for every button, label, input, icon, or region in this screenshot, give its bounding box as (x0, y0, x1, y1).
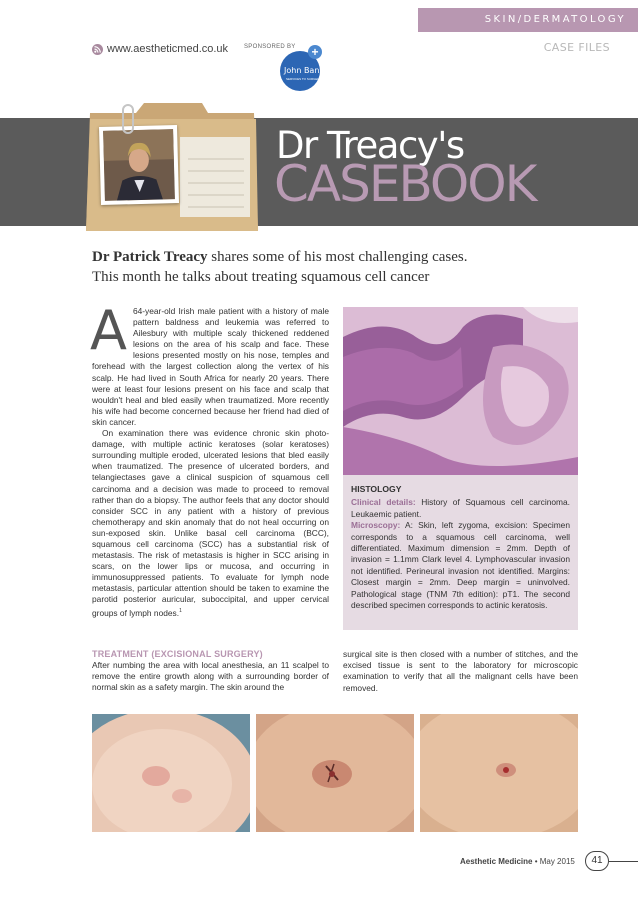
microscopy-label: Microscopy: (351, 520, 401, 531)
treatment-heading: TREATMENT (EXCISIONAL SURGERY) (92, 649, 263, 659)
section-tag: SKIN/DERMATOLOGY (484, 14, 626, 25)
paragraph-1: 64-year-old Irish male patient with a history of male pattern baldness and leukemia was referred to Ailesbury with multiple scaly thickened reddened lesions on the area of his scalp and face. These lesions presented mostly on his nose, temples and forehead with the largest collection along the vertex of his scalp. He had lived in South Africa for nearly 20 years. There were at least four lesions present on his face and scalp that wouldn't heal and bled easily when traumatized. More recently his wife had become concerned because her friend had died of skin cancer. (92, 306, 329, 427)
website-row (92, 42, 228, 56)
sponsored-label: SPONSORED BY (244, 44, 296, 50)
histology-clinical (351, 497, 570, 520)
clinical-photo-2 (256, 714, 414, 832)
microscopy-text: A: Skin, left zygoma, excision: Specimen corresponds to a squamous cell carcinoma, well differentiated. Maximum dimension = 2mm. Depth of invasion = 1.1mm Clark level 4. Lymphovascular invasion not identified. Perineural invasion not identified. Margins: Closest margin = 2mm. Deep margin = uninvolved. Pathological stage (TNM 7th edition): pT1. The second described specimen corresponds to actinic keratosis. (351, 520, 570, 611)
section-tag-bar (418, 8, 638, 32)
sponsor-tagline: SERVICES TO SURGERY (286, 77, 322, 81)
histology-heading: HISTOLOGY (351, 484, 402, 494)
title-line2: CASEBOOK (274, 155, 536, 213)
magazine-name: Aesthetic Medicine (460, 857, 533, 866)
footer-credit (460, 857, 575, 866)
website-link[interactable]: www.aestheticmed.co.uk (107, 43, 229, 55)
histology-panel (343, 475, 578, 630)
rss-icon (92, 44, 103, 55)
histology-microscopy (351, 520, 570, 611)
histology-image (343, 307, 578, 475)
case-files-label: CASE FILES (543, 41, 610, 54)
plus-icon: + (308, 45, 322, 59)
treatment-continued: surgical site is then closed with a number of stitches, and the excised tissue is sent to the laboratory for microscopic examination to verify that all the malignant cells have been removed. (343, 649, 578, 693)
drop-cap: A (90, 299, 127, 362)
footnote-ref: 1 (179, 607, 182, 614)
standfirst (92, 247, 492, 287)
standfirst-text: shares some of his most challenging cases. This month he talks about treating squamous cell cancer (92, 249, 468, 285)
sponsor-name: John Bannon (284, 66, 335, 75)
article-body (90, 299, 329, 618)
page-rule (609, 861, 638, 862)
paperclip-icon (122, 104, 134, 134)
footer-separator: • (532, 857, 540, 866)
author-photo (99, 125, 179, 205)
clinical-label: Clinical details: (351, 497, 416, 508)
issue-date: May 2015 (539, 857, 575, 866)
paragraph-2-text: On examination there was evidence chronic skin photo-damage, with multiple actinic keratoses (solar keratoses) surrounding multiple eroded, ulcerated lesions that bled easily when traumatized. The presence of ulcerated borders, and telangiectases gave a clinical suspicion of squamous cell carcinoma and a decision was made to proceed to removal rather than do a biopsy. The author feels that any doctor should consider SCC in any patient with a history of previous chemotherapy and skin anomaly that do not heal occurring on sun-exposed skin. Unlike basal cell carcinoma (BCC), squamous cell carcinoma (SCC) has a substantial risk of metastasis. The risk of metastasis is higher in SCC arising in scars, on the lower lips or mucosa, and occurring in immunosuppressed patients. To evaluate for lymph node metastasis, particular attention should be taken to examine the parotid posterior auricular, suboccipital, and upper cervical groups of lymph nodes. (92, 428, 329, 618)
sponsor-logo (278, 45, 335, 89)
paragraph-2 (92, 428, 329, 618)
clinical-text: History of Squamous cell carcinoma. Leukaemic patient. (351, 497, 570, 519)
author-name: Dr Patrick Treacy (92, 249, 208, 265)
clinical-photo-1 (92, 714, 250, 832)
page-number: 41 (585, 851, 609, 871)
title-line1: Dr Treacy's (276, 124, 464, 167)
treatment-text: After numbing the area with local anesthesia, an 11 scalpel to remove the entire growth along with a surrounding border of normal skin as a safety margin. The skin around the (92, 660, 329, 693)
clinical-photo-3 (420, 714, 578, 832)
